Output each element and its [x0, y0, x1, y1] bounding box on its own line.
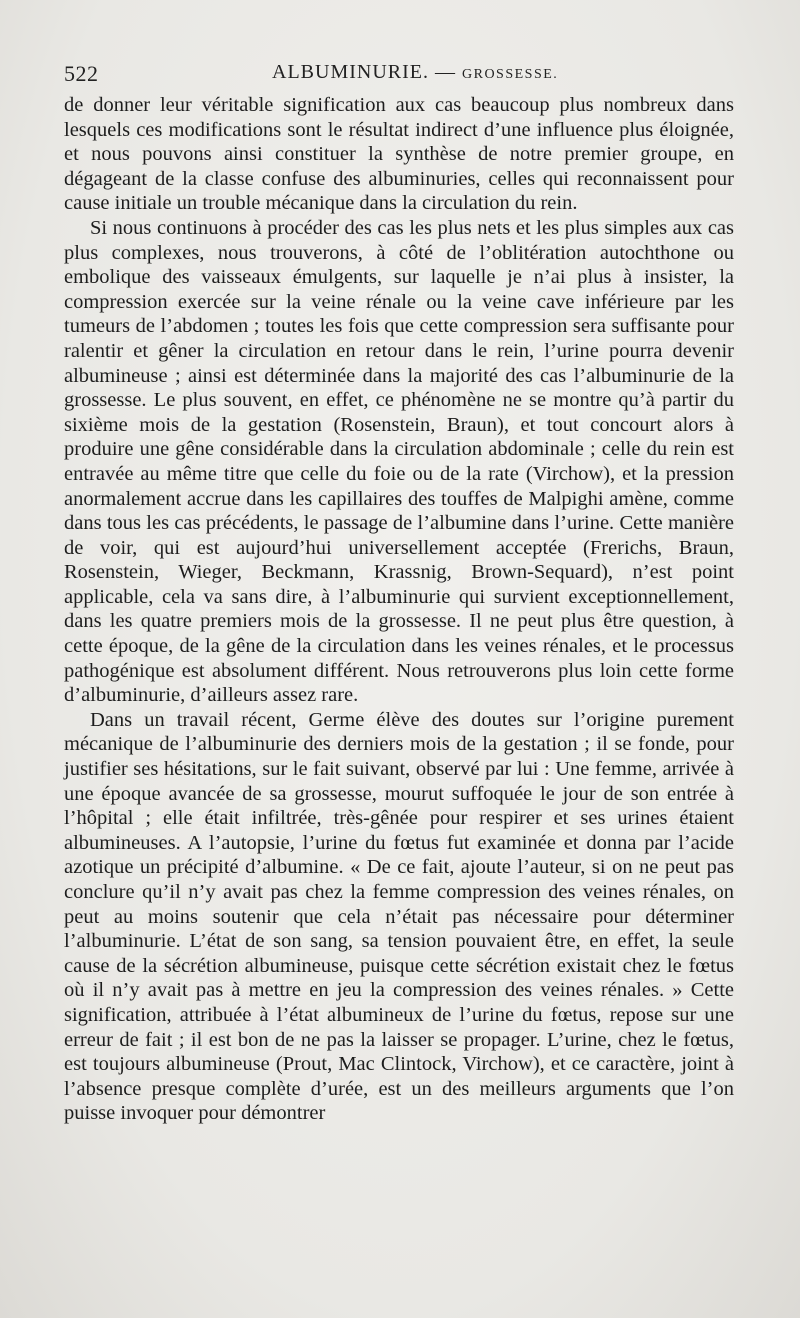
page-number: 522 [64, 61, 99, 86]
running-head-title: ALBUMINURIE. [272, 61, 429, 83]
body-text [64, 93, 734, 1126]
paragraph-germe: Dans un travail récent, Germe élève des doutes sur l’origine purement mécanique de l’albuminurie des derniers mois de la gestation ; il se fonde, pour justifier ses hésitations, sur le fait suivant, observé par lui : Une femme, arrivée à une époque avancée de sa grossesse, mourut suffoquée le jour de son entrée à l’hôpital ; elle était infiltrée, très-gênée pour respirer et ses urines étaient albumineuses. A l’autopsie, l’urine du fœtus fut examinée et donna par l’acide azotique un précipité d’albumine. « De ce fait, ajoute l’auteur, si on ne peut pas conclure qu’il n’y avait pas chez la femme compression des veines rénales, on peut au moins soutenir que cela n’était pas nécessaire pour déterminer l’albuminurie. L’état de son sang, sa tension pouvaient être, en effet, la seule cause de la sécrétion albumineuse, puisque cette sécrétion existait chez le fœtus où il n’y avait pas à mettre en jeu la compression des veines rénales. » Cette signification, attribuée à l’état albumineux de l’urine du fœtus, repose sur une erreur de fait ; il est bon de ne pas la laisser se propager. L’urine, chez le fœtus, est toujours albumineuse (Prout, Mac Clintock, Virchow), et ce caractère, joint à l’absence presque complète d’urée, est un des meilleurs arguments que l’on puisse invoquer pour démontrer [64, 708, 734, 1125]
running-head-subtitle: GROSSESSE. [462, 67, 559, 82]
paragraph-compression: Si nous continuons à procéder des cas les plus nets et les plus simples aux cas plus complexes, nous trouverons, à côté de l’oblitération autochthone ou embolique des vaisseaux émulgents, sur laquelle je n’ai plus à insister, la compression exercée sur la veine rénale ou la veine cave inférieure par les tumeurs de l’abdomen ; toutes les fois que cette compression sera suffisante pour ralentir et gêner la circulation en retour dans le rein, l’urine pourra devenir albumineuse ; ainsi est déterminée dans la majorité des cas l’albuminurie de la grossesse. Le plus souvent, en effet, ce phénomène ne se montre qu’à partir du sixième mois de la gestation (Rosenstein, Braun), et tout concourt alors à produire une gêne considérable dans la circulation abdominale ; celle du rein est entravée au même titre que celle du foie ou de la rate (Virchow), et la pression anormalement accrue dans les capillaires des touffes de Malpighi amène, comme dans tous les cas précédents, le passage de l’albumine dans l’urine. Cette manière de voir, qui est aujourd’hui universellement acceptée (Frerichs, Braun, Rosenstein, Wieger, Beckmann, Krassnig, Brown-Sequard), n’est point applicable, cela va sans dire, à l’albuminurie qui survient exceptionnellement, dans les quatre premiers mois de la grossesse. Il ne peut plus être question, à cette époque, de la gêne de la circulation dans les veines rénales, et le processus pathogénique est absolument différent. Nous retrouverons plus loin cette forme d’albuminurie, d’ailleurs assez rare. [64, 216, 734, 707]
running-head-separator: — [435, 61, 456, 83]
running-head [272, 61, 558, 84]
page-header [64, 61, 736, 89]
paragraph-continued: de donner leur véritable signification aux cas beaucoup plus nombreux dans lesquels ces modifications sont le résultat indirect d’une influence plus éloignée, et nous pouvons ainsi constituer la synthèse de notre premier groupe, en dégageant de la classe confuse des albuminuries, celles qui reconnaissent pour cause initiale un trouble mécanique dans la circulation du rein. [64, 94, 734, 215]
